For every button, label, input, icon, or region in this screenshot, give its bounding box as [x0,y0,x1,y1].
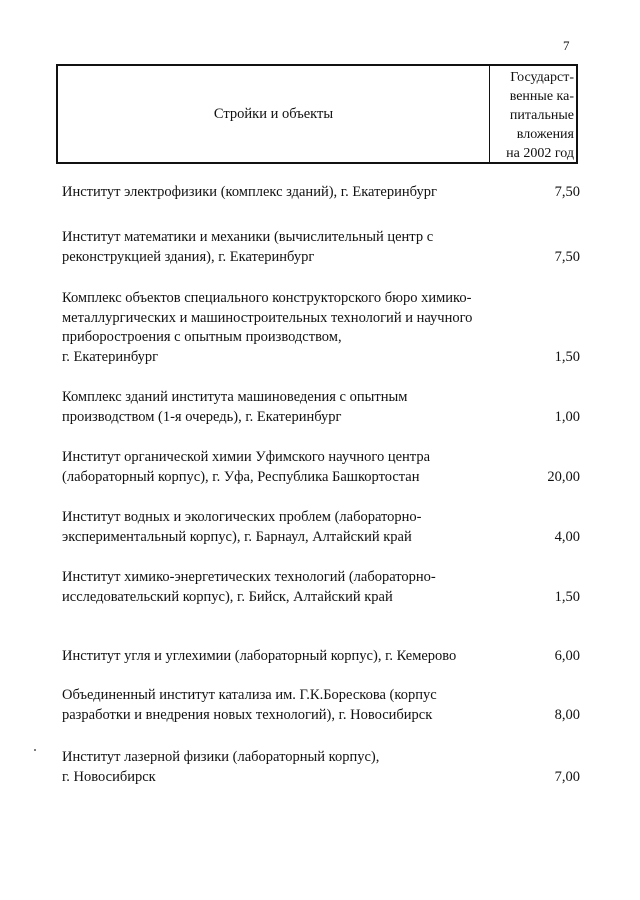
page-number: 7 [563,38,570,53]
amount-header-line: питальные [509,108,574,123]
object-description [62,228,502,267]
object-line: Комплекс объектов специального конструкторского бюро химико- [62,290,472,306]
table-row [62,388,580,427]
investment-value: 7,50 [554,184,580,200]
table-row [62,647,580,667]
table-row [62,508,580,547]
table-row [62,448,580,487]
table-row [62,686,580,725]
object-description [62,183,502,203]
table-row [62,183,580,203]
object-description [62,289,542,367]
table-row [62,289,580,367]
amount-header-line: вложения [516,127,574,142]
object-description [62,686,502,725]
investment-value: 20,00 [547,468,580,485]
amount-header-line: Государст- [510,70,574,85]
investment-value: 7,00 [554,768,580,785]
object-line: Институт лазерной физики (лабораторный корпус), [62,749,380,765]
investment-value: 1,50 [554,588,580,605]
object-line: Институт водных и экологических проблем (лабораторно- [62,509,422,525]
table-header [56,64,578,164]
object-line: г. Новосибирск [62,768,156,785]
object-line: (лабораторный корпус), г. Уфа, Республика Башкортостан [62,468,420,485]
investment-value: 1,00 [554,408,580,425]
object-description [62,568,502,607]
object-line: приборостроения с опытным производством, [62,329,342,345]
amount-column-header [490,66,576,162]
investment-value: 1,50 [554,348,580,365]
objects-column-header: Стройки и объекты [58,66,490,162]
scan-speck [34,749,36,751]
object-line: исследовательский корпус), г. Бийск, Алтайский край [62,588,393,605]
object-line: производством (1-я очередь), г. Екатеринбург [62,408,342,425]
object-line: Институт математики и механики (вычислительный центр с [62,229,434,245]
object-line: металлургических и машиностроительных технологий и научного [62,309,473,326]
object-description [62,748,502,787]
object-description [62,508,502,547]
object-line: Институт электрофизики (комплекс зданий), г. Екатеринбург [62,184,437,200]
investment-value: 7,50 [554,248,580,265]
investment-value: 4,00 [554,528,580,545]
object-line: реконструкцией здания), г. Екатеринбург [62,248,315,265]
object-line: разработки и внедрения новых технологий), г. Новосибирск [62,706,433,723]
investment-value: 8,00 [554,706,580,723]
table-row [62,228,580,267]
table-row [62,568,580,607]
object-description [62,647,532,667]
object-description [62,448,502,487]
object-line: экспериментальный корпус), г. Барнаул, Алтайский край [62,528,412,545]
amount-header-line: венные ка- [509,89,574,104]
object-line: Объединенный институт катализа им. Г.К.Борескова (корпус [62,687,437,703]
object-description [62,388,502,427]
table-row [62,748,580,787]
object-line: Комплекс зданий института машиноведения с опытным [62,389,408,405]
object-line: Институт органической химии Уфимского научного центра [62,449,431,465]
amount-header-line: на 2002 год [506,146,574,161]
investment-value: 6,00 [554,648,580,664]
object-line: Институт угля и углехимии (лабораторный корпус), г. Кемерово [62,648,457,664]
object-line: Институт химико-энергетических технологий (лабораторно- [62,569,436,585]
object-line: г. Екатеринбург [62,348,159,365]
